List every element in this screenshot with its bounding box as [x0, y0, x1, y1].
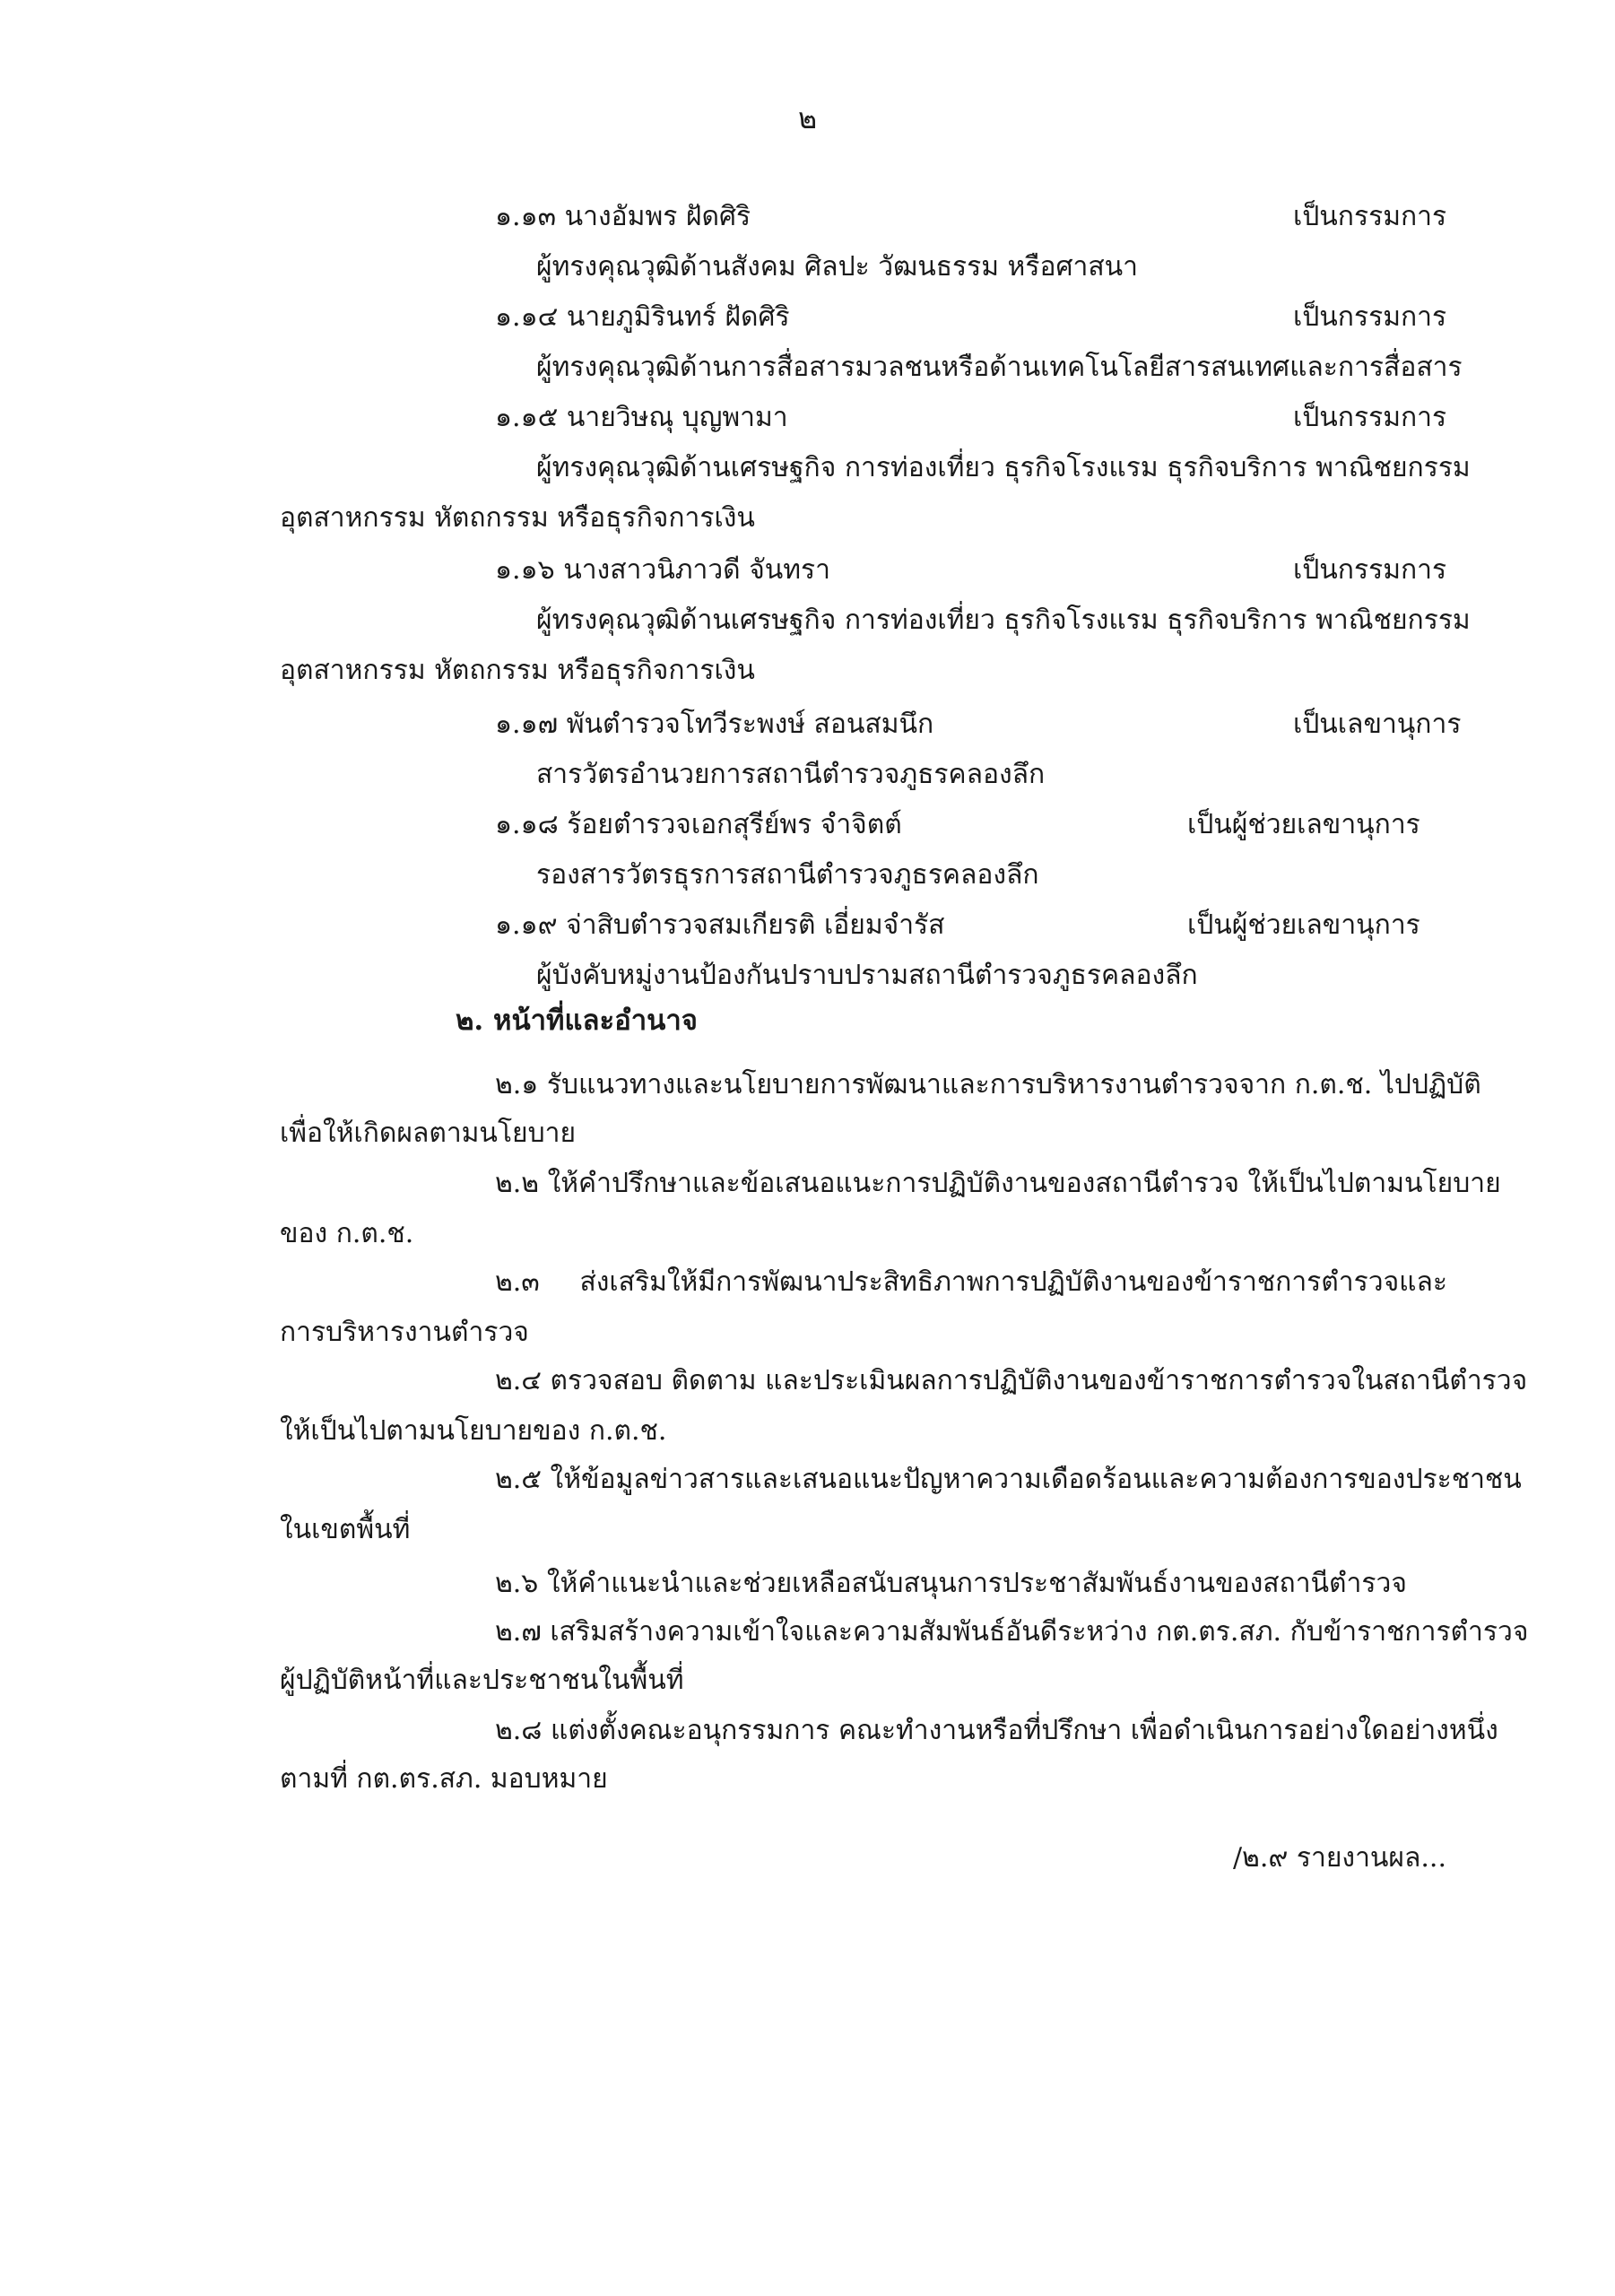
- paragraph-line: ๒.๑ รับแนวทางและนโยบายการพัฒนาและการบริหารงานตำรวจจาก ก.ต.ช. ไปปฏิบัติ: [495, 1069, 1481, 1100]
- paragraph-line: เพื่อให้เกิดผลตามนโยบาย: [280, 1118, 577, 1149]
- page-number: ๒: [797, 101, 818, 135]
- member-role: เป็นผู้ช่วยเลขานุการ: [1187, 909, 1420, 941]
- member-description: รองสารวัตรธุรการสถานีตำรวจภูธรคลองลึก: [536, 859, 1039, 891]
- member-role: เป็นเลขานุการ: [1293, 709, 1462, 740]
- member-description: สารวัตรอำนวยการสถานีตำรวจภูธรคลองลึก: [536, 759, 1046, 790]
- paragraph-line: ๒.๔ ตรวจสอบ ติดตาม และประเมินผลการปฏิบัติงานของข้าราชการตำรวจในสถานีตำรวจ: [495, 1365, 1528, 1396]
- paragraph-line: ผู้ปฏิบัติหน้าที่และประชาชนในพื้นที่: [280, 1665, 684, 1696]
- paragraph-line: ๒.๒ ให้คำปรึกษาและข้อเสนอแนะการปฏิบัติงานของสถานีตำรวจ ให้เป็นไปตามนโยบาย: [495, 1168, 1501, 1199]
- paragraph-line: ตามที่ กต.ตร.สภ. มอบหมาย: [280, 1763, 608, 1795]
- member-line: ๑.๑๗ พันตำรวจโทวีระพงษ์ สอนสมนึก: [495, 709, 934, 740]
- section-heading: ๒. หน้าที่และอำนาจ: [456, 1004, 698, 1037]
- paragraph-line: ๒.๖ ให้คำแนะนำและช่วยเหลือสนับสนุนการประชาสัมพันธ์งานของสถานีตำรวจ: [495, 1568, 1407, 1599]
- member-role: เป็นกรรมการ: [1293, 554, 1447, 586]
- paragraph-line: ของ ก.ต.ช.: [280, 1218, 414, 1249]
- member-description: อุตสาหกรรม หัตถกรรม หรือธุรกิจการเงิน: [280, 655, 755, 686]
- member-line: ๑.๑๙ จ่าสิบตำรวจสมเกียรติ เอี่ยมจำรัส: [495, 909, 945, 941]
- paragraph-line: การบริหารงานตำรวจ: [280, 1317, 529, 1348]
- member-description: อุตสาหกรรม หัตถกรรม หรือธุรกิจการเงิน: [280, 502, 755, 534]
- paragraph-line: ๒.๕ ให้ข้อมูลข่าวสารและเสนอแนะปัญหาความเดือดร้อนและความต้องการของประชาชน: [495, 1464, 1522, 1495]
- paragraph-line: ให้เป็นไปตามนโยบายของ ก.ต.ช.: [280, 1415, 667, 1447]
- member-description: ผู้ทรงคุณวุฒิด้านเศรษฐกิจ การท่องเที่ยว ธุรกิจโรงแรม ธุรกิจบริการ พาณิชยกรรม: [536, 452, 1471, 483]
- member-line: ๑.๑๖ นางสาวนิภาวดี จันทรา: [495, 554, 831, 586]
- member-description: ผู้ทรงคุณวุฒิด้านสังคม ศิลปะ วัฒนธรรม หรือศาสนา: [536, 251, 1139, 283]
- member-role: เป็นกรรมการ: [1293, 402, 1447, 433]
- paragraph-line: ๒.๘ แต่งตั้งคณะอนุกรรมการ คณะทำงานหรือที่ปรึกษา เพื่อดำเนินการอย่างใดอย่างหนึ่ง: [495, 1715, 1498, 1746]
- member-role: เป็นกรรมการ: [1293, 301, 1447, 333]
- member-description: ผู้ทรงคุณวุฒิด้านเศรษฐกิจ การท่องเที่ยว ธุรกิจโรงแรม ธุรกิจบริการ พาณิชยกรรม: [536, 604, 1471, 636]
- paragraph-line: ๒.๓ ส่งเสริมให้มีการพัฒนาประสิทธิภาพการปฏิบัติงานของข้าราชการตำรวจและ: [495, 1266, 1447, 1298]
- member-role: เป็นผู้ช่วยเลขานุการ: [1187, 809, 1420, 840]
- member-line: ๑.๑๘ ร้อยตำรวจเอกสุรีย์พร จำจิตต์: [495, 809, 902, 840]
- member-line: ๑.๑๕ นายวิษณุ บุญพามา: [495, 402, 788, 433]
- member-role: เป็นกรรมการ: [1293, 201, 1447, 232]
- member-line: ๑.๑๓ นางอัมพร ฝัดศิริ: [495, 201, 751, 232]
- continuation-marker: /๒.๙ รายงานผล...: [1232, 1842, 1446, 1874]
- member-description: ผู้บังคับหมู่งานป้องกันปราบปรามสถานีตำรวจภูธรคลองลึก: [536, 960, 1198, 991]
- member-line: ๑.๑๔ นายภูมิรินทร์ ฝัดศิริ: [495, 301, 790, 333]
- member-description: ผู้ทรงคุณวุฒิด้านการสื่อสารมวลชนหรือด้านเทคโนโลยีสารสนเทศและการสื่อสาร: [536, 352, 1463, 383]
- paragraph-line: ในเขตพื้นที่: [280, 1514, 411, 1545]
- paragraph-line: ๒.๗ เสริมสร้างความเข้าใจและความสัมพันธ์อันดีระหว่าง กต.ตร.สภ. กับข้าราชการตำรวจ: [495, 1616, 1529, 1648]
